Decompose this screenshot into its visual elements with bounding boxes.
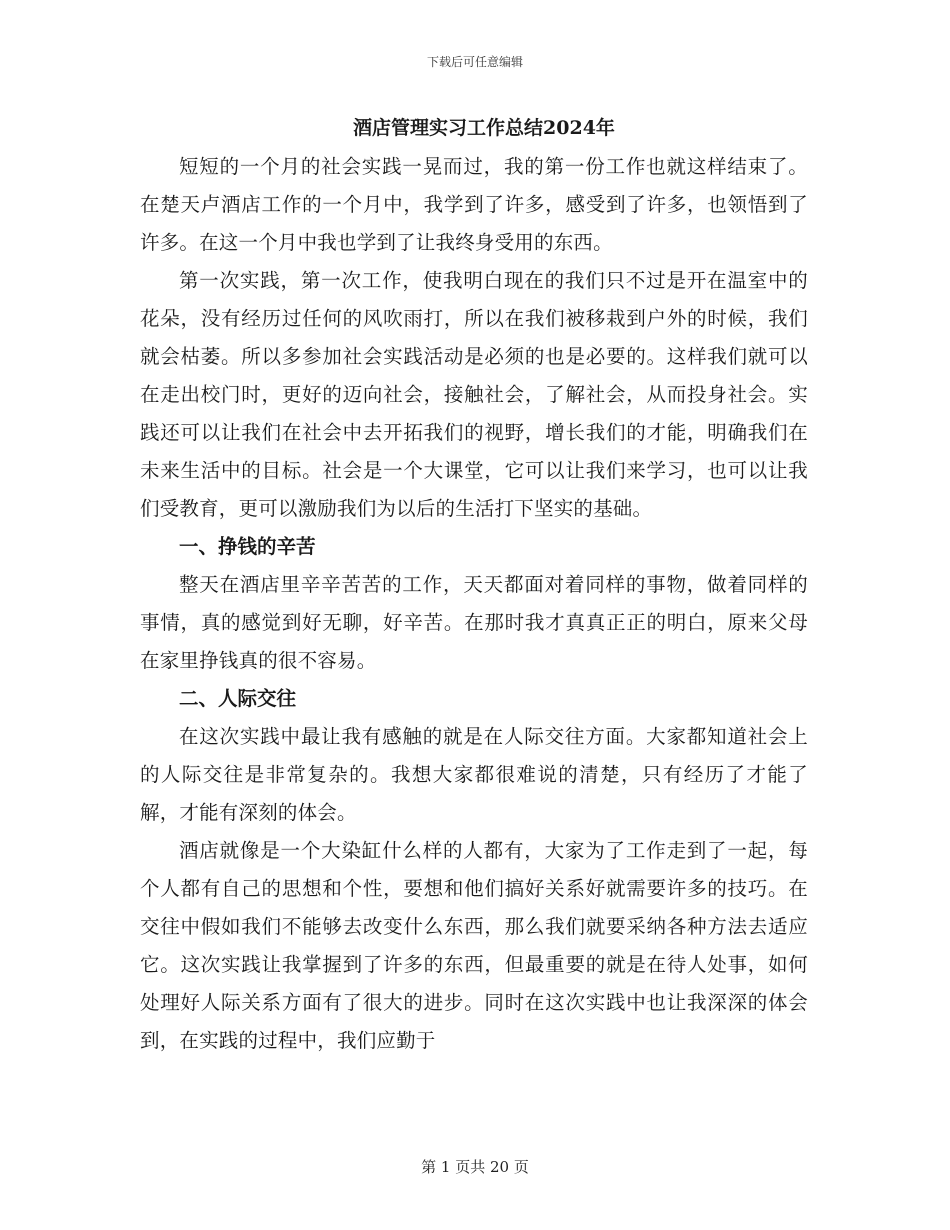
document-body <box>140 108 808 1060</box>
document-title: 酒店管理实习工作总结2024年 <box>353 117 615 139</box>
page-number: 第 1 页共 20 页 <box>421 1158 529 1176</box>
paragraph-4: 在这次实践中最让我有感触的就是在人际交往方面。大家都知道社会上的人际交往是非常复杂的。我想大家都很难说的清楚，只有经历了才能了解，才能有深刻的体会。 <box>140 725 808 824</box>
paragraph-3: 整天在酒店里辛辛苦苦的工作，天天都面对着同样的事物，做着同样的事情，真的感觉到好无聊，好辛苦。在那时我才真真正正的明白，原来父母在家里挣钱真的很不容易。 <box>140 573 808 672</box>
header-note: 下载后可任意编辑 <box>426 55 523 69</box>
paragraph-1: 短短的一个月的社会实践一晃而过，我的第一份工作也就这样结束了。在楚天卢酒店工作的一个月中，我学到了许多，感受到了许多，也领悟到了许多。在这一个月中我也学到了让我终身受用的东西。 <box>140 155 808 254</box>
paragraph-5: 酒店就像是一个大染缸什么样的人都有，大家为了工作走到了一起，每个人都有自己的思想和个性，要想和他们搞好关系好就需要许多的技巧。在交往中假如我们不能够去改变什么东西，那么我们就要采纳各种方法去适应它。这次实践让我掌握到了许多的东西，但最重要的就是在待人处事，如何处理好人际关系方面有了很大的进步。同时在这次实践中也让我深深的体会到，在实践的过程中，我们应勤于 <box>140 839 808 1052</box>
section-heading-2: 二、人际交往 <box>179 687 297 710</box>
section-heading-1: 一、挣钱的辛苦 <box>179 535 316 558</box>
paragraph-2: 第一次实践，第一次工作，使我明白现在的我们只不过是开在温室中的花朵，没有经历过任何的风吹雨打，所以在我们被移栽到户外的时候，我们就会枯萎。所以多参加社会实践活动是必须的也是必要的。这样我们就可以在走出校门时，更好的迈向社会，接触社会，了解社会，从而投身社会。实践还可以让我们在社会中去开拓我们的视野，增长我们的才能，明确我们在未来生活中的目标。社会是一个大课堂，它可以让我们来学习，也可以让我们受教育，更可以激励我们为以后的生活打下坚实的基础。 <box>140 269 808 520</box>
